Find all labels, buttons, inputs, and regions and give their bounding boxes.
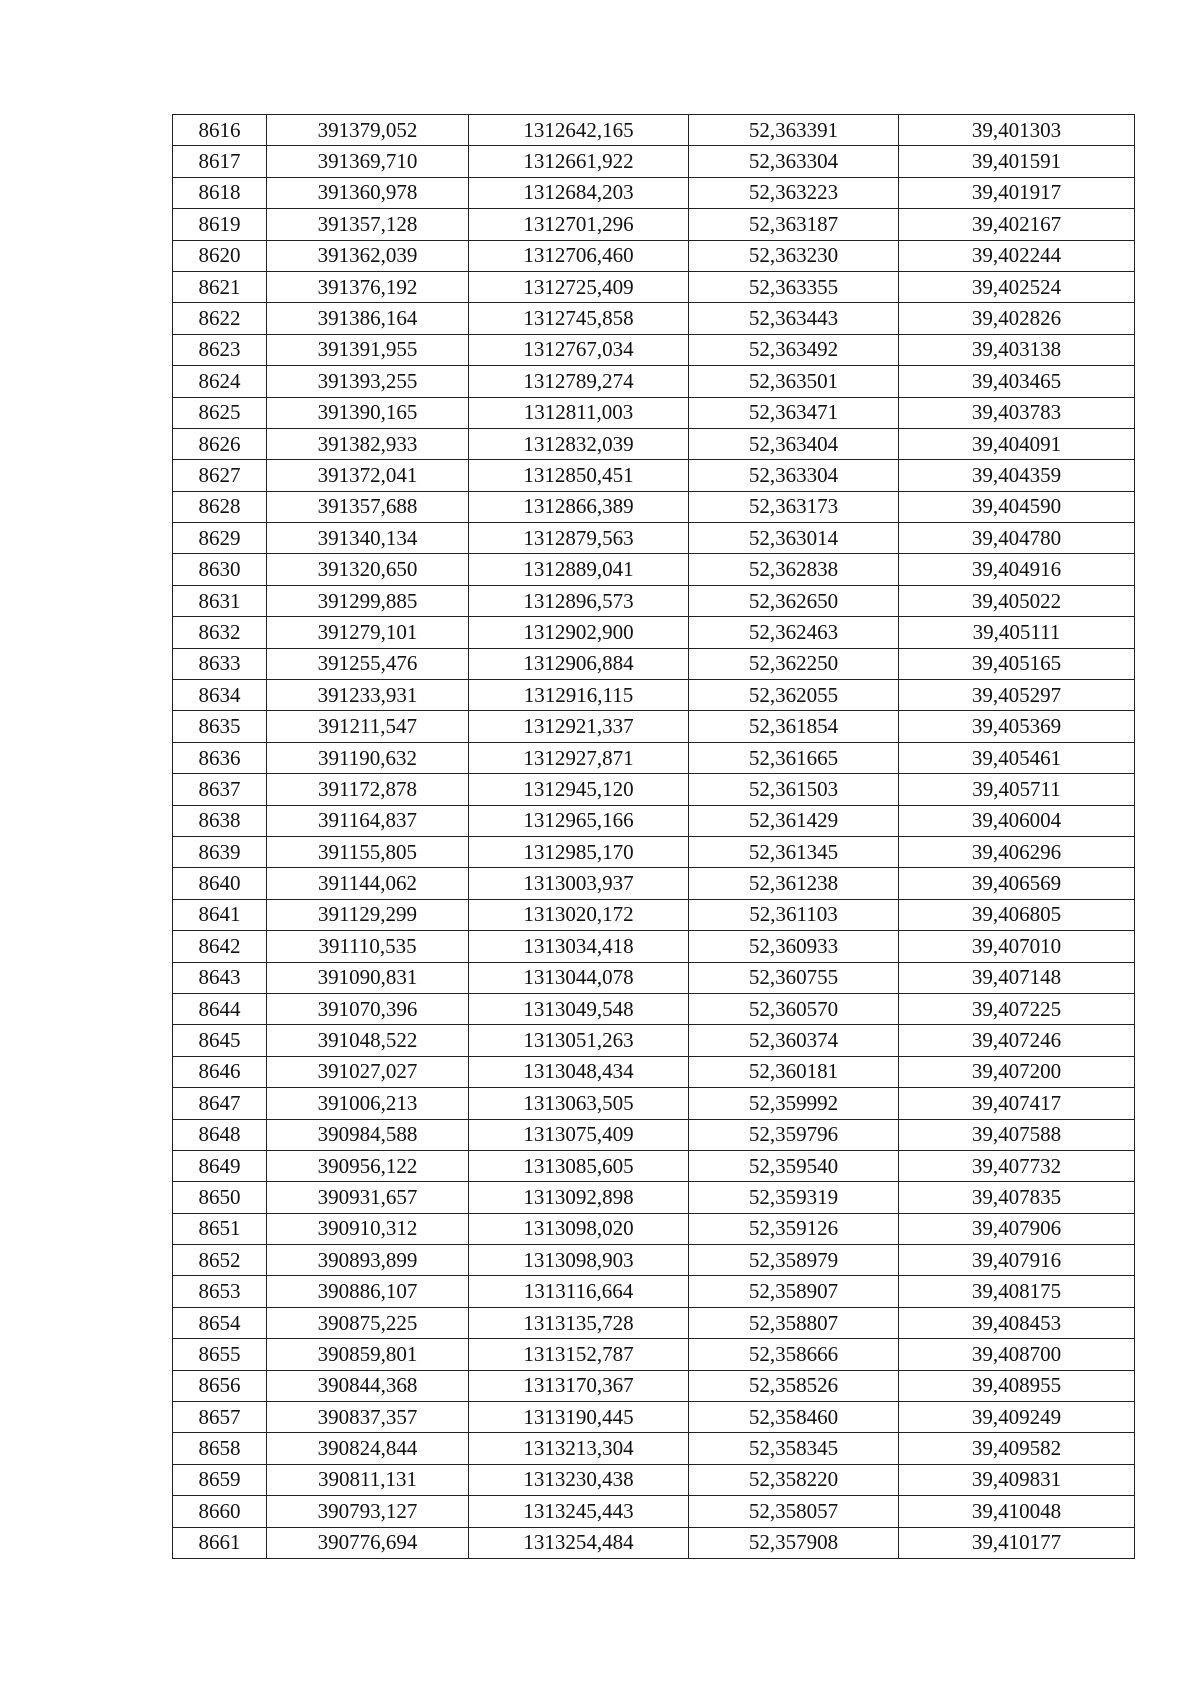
point-number-cell: 8651 <box>173 1213 267 1244</box>
point-number-cell: 8649 <box>173 1150 267 1181</box>
latitude-cell: 52,363173 <box>689 491 899 522</box>
point-number-cell: 8660 <box>173 1496 267 1527</box>
latitude-cell: 52,360374 <box>689 1025 899 1056</box>
y-coordinate-cell: 1313044,078 <box>469 962 689 993</box>
x-coordinate-cell: 391357,688 <box>267 491 469 522</box>
table-row <box>173 366 1135 397</box>
longitude-cell: 39,406569 <box>899 868 1135 899</box>
y-coordinate-cell: 1312642,165 <box>469 115 689 146</box>
point-number-cell: 8634 <box>173 680 267 711</box>
table-row <box>173 774 1135 805</box>
point-number-cell: 8623 <box>173 334 267 365</box>
latitude-cell: 52,363187 <box>689 209 899 240</box>
y-coordinate-cell: 1313003,937 <box>469 868 689 899</box>
latitude-cell: 52,358807 <box>689 1307 899 1338</box>
longitude-cell: 39,405461 <box>899 742 1135 773</box>
x-coordinate-cell: 390824,844 <box>267 1433 469 1464</box>
y-coordinate-cell: 1312684,203 <box>469 177 689 208</box>
latitude-cell: 52,361429 <box>689 805 899 836</box>
x-coordinate-cell: 391299,885 <box>267 585 469 616</box>
table-row <box>173 1056 1135 1087</box>
table-row <box>173 303 1135 334</box>
longitude-cell: 39,407246 <box>899 1025 1135 1056</box>
point-number-cell: 8646 <box>173 1056 267 1087</box>
longitude-cell: 39,408175 <box>899 1276 1135 1307</box>
latitude-cell: 52,361854 <box>689 711 899 742</box>
longitude-cell: 39,404780 <box>899 523 1135 554</box>
x-coordinate-cell: 390893,899 <box>267 1245 469 1276</box>
point-number-cell: 8631 <box>173 585 267 616</box>
y-coordinate-cell: 1312896,573 <box>469 585 689 616</box>
point-number-cell: 8624 <box>173 366 267 397</box>
point-number-cell: 8632 <box>173 617 267 648</box>
y-coordinate-cell: 1312889,041 <box>469 554 689 585</box>
point-number-cell: 8642 <box>173 931 267 962</box>
x-coordinate-cell: 391390,165 <box>267 397 469 428</box>
point-number-cell: 8653 <box>173 1276 267 1307</box>
y-coordinate-cell: 1313213,304 <box>469 1433 689 1464</box>
point-number-cell: 8647 <box>173 1088 267 1119</box>
y-coordinate-cell: 1312866,389 <box>469 491 689 522</box>
y-coordinate-cell: 1313254,484 <box>469 1527 689 1558</box>
y-coordinate-cell: 1313092,898 <box>469 1182 689 1213</box>
longitude-cell: 39,406805 <box>899 899 1135 930</box>
latitude-cell: 52,360181 <box>689 1056 899 1087</box>
longitude-cell: 39,406296 <box>899 836 1135 867</box>
latitude-cell: 52,358526 <box>689 1370 899 1401</box>
y-coordinate-cell: 1312985,170 <box>469 836 689 867</box>
longitude-cell: 39,404590 <box>899 491 1135 522</box>
latitude-cell: 52,358460 <box>689 1402 899 1433</box>
latitude-cell: 52,357908 <box>689 1527 899 1558</box>
longitude-cell: 39,404091 <box>899 428 1135 459</box>
latitude-cell: 52,359540 <box>689 1150 899 1181</box>
longitude-cell: 39,402826 <box>899 303 1135 334</box>
point-number-cell: 8626 <box>173 428 267 459</box>
table-row <box>173 1464 1135 1495</box>
table-row <box>173 177 1135 208</box>
point-number-cell: 8648 <box>173 1119 267 1150</box>
point-number-cell: 8640 <box>173 868 267 899</box>
longitude-cell: 39,401591 <box>899 146 1135 177</box>
longitude-cell: 39,403465 <box>899 366 1135 397</box>
x-coordinate-cell: 391360,978 <box>267 177 469 208</box>
longitude-cell: 39,409249 <box>899 1402 1135 1433</box>
table-row <box>173 1025 1135 1056</box>
longitude-cell: 39,405369 <box>899 711 1135 742</box>
y-coordinate-cell: 1313245,443 <box>469 1496 689 1527</box>
point-number-cell: 8643 <box>173 962 267 993</box>
y-coordinate-cell: 1313020,172 <box>469 899 689 930</box>
longitude-cell: 39,406004 <box>899 805 1135 836</box>
latitude-cell: 52,362838 <box>689 554 899 585</box>
y-coordinate-cell: 1312850,451 <box>469 460 689 491</box>
table-row <box>173 1119 1135 1150</box>
latitude-cell: 52,359319 <box>689 1182 899 1213</box>
y-coordinate-cell: 1313116,664 <box>469 1276 689 1307</box>
point-number-cell: 8639 <box>173 836 267 867</box>
latitude-cell: 52,361238 <box>689 868 899 899</box>
x-coordinate-cell: 391255,476 <box>267 648 469 679</box>
x-coordinate-cell: 391320,650 <box>267 554 469 585</box>
y-coordinate-cell: 1312965,166 <box>469 805 689 836</box>
latitude-cell: 52,363223 <box>689 177 899 208</box>
table-row <box>173 617 1135 648</box>
latitude-cell: 52,363014 <box>689 523 899 554</box>
x-coordinate-cell: 391376,192 <box>267 271 469 302</box>
longitude-cell: 39,408700 <box>899 1339 1135 1370</box>
longitude-cell: 39,407906 <box>899 1213 1135 1244</box>
x-coordinate-cell: 390811,131 <box>267 1464 469 1495</box>
point-number-cell: 8641 <box>173 899 267 930</box>
x-coordinate-cell: 391393,255 <box>267 366 469 397</box>
latitude-cell: 52,360755 <box>689 962 899 993</box>
longitude-cell: 39,408453 <box>899 1307 1135 1338</box>
point-number-cell: 8621 <box>173 271 267 302</box>
point-number-cell: 8654 <box>173 1307 267 1338</box>
table-row <box>173 1182 1135 1213</box>
table-row <box>173 899 1135 930</box>
table-row <box>173 1245 1135 1276</box>
longitude-cell: 39,403138 <box>899 334 1135 365</box>
table-row <box>173 993 1135 1024</box>
latitude-cell: 52,361503 <box>689 774 899 805</box>
y-coordinate-cell: 1313049,548 <box>469 993 689 1024</box>
latitude-cell: 52,362463 <box>689 617 899 648</box>
x-coordinate-cell: 391372,041 <box>267 460 469 491</box>
x-coordinate-cell: 390776,694 <box>267 1527 469 1558</box>
x-coordinate-cell: 391190,632 <box>267 742 469 773</box>
x-coordinate-cell: 391110,535 <box>267 931 469 962</box>
longitude-cell: 39,401303 <box>899 115 1135 146</box>
point-number-cell: 8659 <box>173 1464 267 1495</box>
point-number-cell: 8628 <box>173 491 267 522</box>
table-row <box>173 1213 1135 1244</box>
x-coordinate-cell: 391379,052 <box>267 115 469 146</box>
y-coordinate-cell: 1313075,409 <box>469 1119 689 1150</box>
point-number-cell: 8617 <box>173 146 267 177</box>
longitude-cell: 39,410177 <box>899 1527 1135 1558</box>
table-row <box>173 240 1135 271</box>
longitude-cell: 39,402167 <box>899 209 1135 240</box>
latitude-cell: 52,363443 <box>689 303 899 334</box>
x-coordinate-cell: 391155,805 <box>267 836 469 867</box>
table-row <box>173 397 1135 428</box>
x-coordinate-cell: 391362,039 <box>267 240 469 271</box>
y-coordinate-cell: 1312767,034 <box>469 334 689 365</box>
y-coordinate-cell: 1312945,120 <box>469 774 689 805</box>
longitude-cell: 39,405022 <box>899 585 1135 616</box>
table-row <box>173 1527 1135 1558</box>
point-number-cell: 8650 <box>173 1182 267 1213</box>
x-coordinate-cell: 391006,213 <box>267 1088 469 1119</box>
x-coordinate-cell: 390793,127 <box>267 1496 469 1527</box>
table-row <box>173 836 1135 867</box>
longitude-cell: 39,407732 <box>899 1150 1135 1181</box>
y-coordinate-cell: 1312789,274 <box>469 366 689 397</box>
y-coordinate-cell: 1312927,871 <box>469 742 689 773</box>
table-row <box>173 1402 1135 1433</box>
table-row <box>173 680 1135 711</box>
y-coordinate-cell: 1313152,787 <box>469 1339 689 1370</box>
longitude-cell: 39,409831 <box>899 1464 1135 1495</box>
longitude-cell: 39,403783 <box>899 397 1135 428</box>
longitude-cell: 39,405165 <box>899 648 1135 679</box>
point-number-cell: 8627 <box>173 460 267 491</box>
x-coordinate-cell: 391164,837 <box>267 805 469 836</box>
longitude-cell: 39,408955 <box>899 1370 1135 1401</box>
longitude-cell: 39,407225 <box>899 993 1135 1024</box>
latitude-cell: 52,363501 <box>689 366 899 397</box>
latitude-cell: 52,363304 <box>689 460 899 491</box>
point-number-cell: 8622 <box>173 303 267 334</box>
x-coordinate-cell: 391070,396 <box>267 993 469 1024</box>
point-number-cell: 8619 <box>173 209 267 240</box>
y-coordinate-cell: 1312916,115 <box>469 680 689 711</box>
point-number-cell: 8638 <box>173 805 267 836</box>
x-coordinate-cell: 391129,299 <box>267 899 469 930</box>
longitude-cell: 39,407417 <box>899 1088 1135 1119</box>
y-coordinate-cell: 1312706,460 <box>469 240 689 271</box>
longitude-cell: 39,407010 <box>899 931 1135 962</box>
table-row <box>173 868 1135 899</box>
table-row <box>173 805 1135 836</box>
x-coordinate-cell: 390910,312 <box>267 1213 469 1244</box>
x-coordinate-cell: 391357,128 <box>267 209 469 240</box>
latitude-cell: 52,363304 <box>689 146 899 177</box>
latitude-cell: 52,358220 <box>689 1464 899 1495</box>
x-coordinate-cell: 390844,368 <box>267 1370 469 1401</box>
x-coordinate-cell: 391027,027 <box>267 1056 469 1087</box>
longitude-cell: 39,404359 <box>899 460 1135 491</box>
latitude-cell: 52,358666 <box>689 1339 899 1370</box>
longitude-cell: 39,405297 <box>899 680 1135 711</box>
table-row <box>173 491 1135 522</box>
x-coordinate-cell: 391340,134 <box>267 523 469 554</box>
latitude-cell: 52,363492 <box>689 334 899 365</box>
latitude-cell: 52,362250 <box>689 648 899 679</box>
y-coordinate-cell: 1312745,858 <box>469 303 689 334</box>
table-row <box>173 1339 1135 1370</box>
y-coordinate-cell: 1312701,296 <box>469 209 689 240</box>
table-row <box>173 1150 1135 1181</box>
table-row <box>173 523 1135 554</box>
point-number-cell: 8658 <box>173 1433 267 1464</box>
table-row <box>173 334 1135 365</box>
latitude-cell: 52,362055 <box>689 680 899 711</box>
x-coordinate-cell: 390886,107 <box>267 1276 469 1307</box>
table-row <box>173 711 1135 742</box>
table-row <box>173 1433 1135 1464</box>
point-number-cell: 8652 <box>173 1245 267 1276</box>
latitude-cell: 52,361103 <box>689 899 899 930</box>
y-coordinate-cell: 1312811,003 <box>469 397 689 428</box>
latitude-cell: 52,361345 <box>689 836 899 867</box>
point-number-cell: 8661 <box>173 1527 267 1558</box>
longitude-cell: 39,402524 <box>899 271 1135 302</box>
y-coordinate-cell: 1312902,900 <box>469 617 689 648</box>
x-coordinate-cell: 391090,831 <box>267 962 469 993</box>
y-coordinate-cell: 1312725,409 <box>469 271 689 302</box>
point-number-cell: 8620 <box>173 240 267 271</box>
latitude-cell: 52,359796 <box>689 1119 899 1150</box>
table-row <box>173 115 1135 146</box>
table-row <box>173 554 1135 585</box>
longitude-cell: 39,405711 <box>899 774 1135 805</box>
x-coordinate-cell: 391386,164 <box>267 303 469 334</box>
y-coordinate-cell: 1313051,263 <box>469 1025 689 1056</box>
y-coordinate-cell: 1313135,728 <box>469 1307 689 1338</box>
point-number-cell: 8644 <box>173 993 267 1024</box>
longitude-cell: 39,409582 <box>899 1433 1135 1464</box>
table-row <box>173 1088 1135 1119</box>
latitude-cell: 52,358907 <box>689 1276 899 1307</box>
y-coordinate-cell: 1312661,922 <box>469 146 689 177</box>
point-number-cell: 8636 <box>173 742 267 773</box>
table-row <box>173 146 1135 177</box>
point-number-cell: 8635 <box>173 711 267 742</box>
longitude-cell: 39,402244 <box>899 240 1135 271</box>
table-row <box>173 648 1135 679</box>
latitude-cell: 52,363355 <box>689 271 899 302</box>
latitude-cell: 52,362650 <box>689 585 899 616</box>
y-coordinate-cell: 1313170,367 <box>469 1370 689 1401</box>
x-coordinate-cell: 390931,657 <box>267 1182 469 1213</box>
latitude-cell: 52,358345 <box>689 1433 899 1464</box>
x-coordinate-cell: 390956,122 <box>267 1150 469 1181</box>
point-number-cell: 8637 <box>173 774 267 805</box>
table-row <box>173 585 1135 616</box>
table-row <box>173 428 1135 459</box>
point-number-cell: 8629 <box>173 523 267 554</box>
x-coordinate-cell: 391172,878 <box>267 774 469 805</box>
table-row <box>173 962 1135 993</box>
y-coordinate-cell: 1313048,434 <box>469 1056 689 1087</box>
y-coordinate-cell: 1313230,438 <box>469 1464 689 1495</box>
longitude-cell: 39,405111 <box>899 617 1135 648</box>
x-coordinate-cell: 391369,710 <box>267 146 469 177</box>
point-number-cell: 8618 <box>173 177 267 208</box>
x-coordinate-cell: 390859,801 <box>267 1339 469 1370</box>
longitude-cell: 39,407916 <box>899 1245 1135 1276</box>
y-coordinate-cell: 1312879,563 <box>469 523 689 554</box>
table-row <box>173 209 1135 240</box>
y-coordinate-cell: 1313085,605 <box>469 1150 689 1181</box>
coordinates-table-body <box>173 115 1135 1559</box>
x-coordinate-cell: 390837,357 <box>267 1402 469 1433</box>
latitude-cell: 52,358979 <box>689 1245 899 1276</box>
y-coordinate-cell: 1312921,337 <box>469 711 689 742</box>
longitude-cell: 39,407200 <box>899 1056 1135 1087</box>
longitude-cell: 39,401917 <box>899 177 1135 208</box>
x-coordinate-cell: 391233,931 <box>267 680 469 711</box>
table-row <box>173 1496 1135 1527</box>
longitude-cell: 39,407588 <box>899 1119 1135 1150</box>
point-number-cell: 8656 <box>173 1370 267 1401</box>
table-row <box>173 1370 1135 1401</box>
latitude-cell: 52,360570 <box>689 993 899 1024</box>
table-row <box>173 271 1135 302</box>
x-coordinate-cell: 390875,225 <box>267 1307 469 1338</box>
x-coordinate-cell: 391211,547 <box>267 711 469 742</box>
x-coordinate-cell: 391048,522 <box>267 1025 469 1056</box>
point-number-cell: 8616 <box>173 115 267 146</box>
longitude-cell: 39,407148 <box>899 962 1135 993</box>
table-row <box>173 931 1135 962</box>
table-row <box>173 1276 1135 1307</box>
y-coordinate-cell: 1312832,039 <box>469 428 689 459</box>
table-row <box>173 742 1135 773</box>
latitude-cell: 52,363471 <box>689 397 899 428</box>
y-coordinate-cell: 1312906,884 <box>469 648 689 679</box>
point-number-cell: 8633 <box>173 648 267 679</box>
y-coordinate-cell: 1313034,418 <box>469 931 689 962</box>
y-coordinate-cell: 1313190,445 <box>469 1402 689 1433</box>
longitude-cell: 39,404916 <box>899 554 1135 585</box>
point-number-cell: 8655 <box>173 1339 267 1370</box>
y-coordinate-cell: 1313098,020 <box>469 1213 689 1244</box>
latitude-cell: 52,358057 <box>689 1496 899 1527</box>
point-number-cell: 8645 <box>173 1025 267 1056</box>
coordinates-table <box>172 114 1135 1559</box>
longitude-cell: 39,410048 <box>899 1496 1135 1527</box>
x-coordinate-cell: 391391,955 <box>267 334 469 365</box>
longitude-cell: 39,407835 <box>899 1182 1135 1213</box>
point-number-cell: 8630 <box>173 554 267 585</box>
latitude-cell: 52,359126 <box>689 1213 899 1244</box>
latitude-cell: 52,363404 <box>689 428 899 459</box>
latitude-cell: 52,363391 <box>689 115 899 146</box>
latitude-cell: 52,361665 <box>689 742 899 773</box>
y-coordinate-cell: 1313098,903 <box>469 1245 689 1276</box>
table-row <box>173 460 1135 491</box>
y-coordinate-cell: 1313063,505 <box>469 1088 689 1119</box>
x-coordinate-cell: 391382,933 <box>267 428 469 459</box>
x-coordinate-cell: 391279,101 <box>267 617 469 648</box>
latitude-cell: 52,363230 <box>689 240 899 271</box>
point-number-cell: 8657 <box>173 1402 267 1433</box>
x-coordinate-cell: 390984,588 <box>267 1119 469 1150</box>
x-coordinate-cell: 391144,062 <box>267 868 469 899</box>
latitude-cell: 52,359992 <box>689 1088 899 1119</box>
latitude-cell: 52,360933 <box>689 931 899 962</box>
point-number-cell: 8625 <box>173 397 267 428</box>
table-row <box>173 1307 1135 1338</box>
